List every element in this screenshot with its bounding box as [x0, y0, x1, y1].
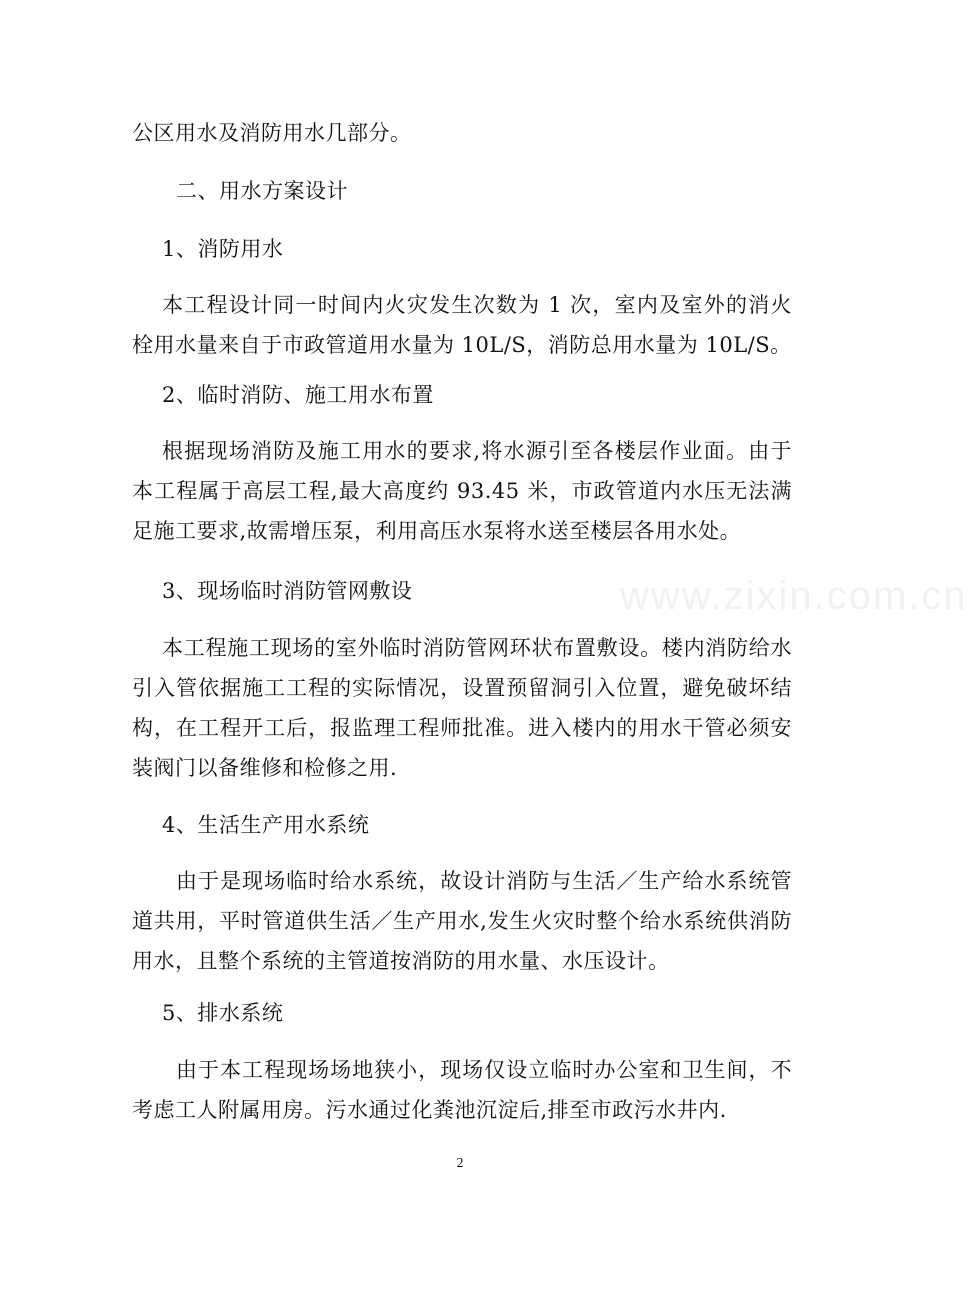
subsection-heading-temporary-layout: 2、临时消防、施工用水布置: [162, 383, 434, 407]
page-number: 2: [456, 1156, 464, 1171]
paragraph-living-production: 由于是现场临时给水系统，故设计消防与生活／生产给水系统管道共用，平时管道供生活／生产用水,发生火灾时整个给水系统供消防用水，且整个系统的主管道按消防的用水量、水压设计。: [132, 869, 792, 973]
section-heading: 二、用水方案设计: [176, 179, 348, 203]
subsection-heading-pipe-network: 3、现场临时消防管网敷设: [162, 579, 413, 603]
subsection-heading-fire-water: 1、消防用水: [162, 237, 284, 261]
paragraph-continuation: 公区用水及消防用水几部分。: [132, 121, 412, 145]
watermark: www.zixin.com.cn: [620, 574, 968, 618]
paragraph-drainage: 由于本工程现场场地狭小，现场仅设立临时办公室和卫生间，不考虑工人附属用房。污水通过化粪池沉淀后,排至市政污水井内.: [132, 1058, 792, 1122]
paragraph-fire-water: 本工程设计同一时间内火灾发生次数为 1 次，室内及室外的消火栓用水量来自于市政管道用水量为 10L/S，消防总用水量为 10L/S。: [132, 293, 792, 357]
subsection-heading-drainage: 5、排水系统: [162, 1001, 284, 1025]
paragraph-temporary-layout: 根据现场消防及施工用水的要求,将水源引至各楼层作业面。由于本工程属于高层工程,最大高度约 93.45 米，市政管道内水压无法满足施工要求,故需增压泵，利用高压水泵将水送至楼层各用水处。: [132, 439, 792, 543]
paragraph-pipe-network: 本工程施工现场的室外临时消防管网环状布置敷设。楼内消防给水引入管依据施工工程的实际情况，设置预留洞引入位置，避免破坏结构，在工程开工后，报监理工程师批准。进入楼内的用水干管必须安装阀门以备维修和检修之用.: [132, 636, 792, 780]
subsection-heading-living-production: 4、生活生产用水系统: [162, 813, 370, 837]
